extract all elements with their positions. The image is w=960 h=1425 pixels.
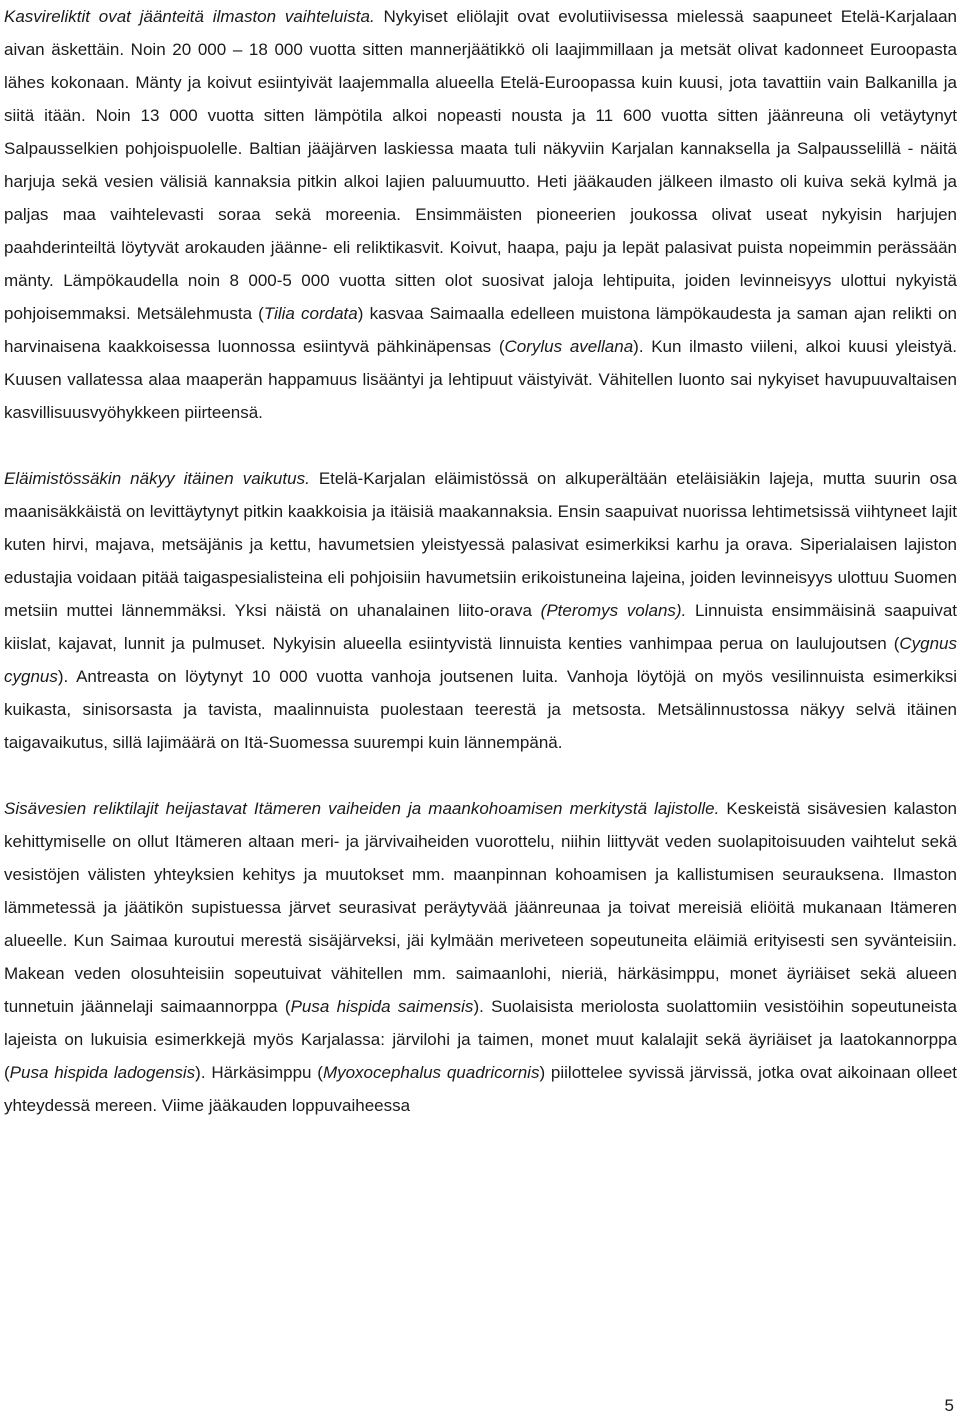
paragraph-fauna [4,462,957,759]
latin-name: Cygnus cygnus [4,634,957,686]
body-text: ). Suolaisista meriolosta suolattomiin vesistöihin sopeutuneista lajeista on lukuisia esimerkkejä myös Karjalassa: järvilohi ja taimen, monet muut kalalajit sekä äyriäiset ja laatokannorppa ( [4,997,957,1082]
document-page [4,0,957,1122]
body-text: Keskeistä sisävesien kalaston kehittymiselle on ollut Itämeren altaan meri- ja järvivaiheiden vuorottelu, niihin liittyvät veden suolapitoisuuden vaihtelut sekä vesistöjen välisten yhteyksien kehitys ja muutokset mm. maanpinnan kohoamisen ja kallistumisen seurauksena. Ilmaston lämmetessä ja jäätikön supistuessa järvet seurasivat peräytyvää jäänreunaa ja toivat mereisiä eliöitä mukanaan Itämeren alueelle. Kun Saimaa kuroutui merestä sisäjärveksi, jäi kylmään meriveteen sopeutuneita eläimiä erityisesti sen syvänteisiin. Makean veden olosuhteisiin sopeutuivat vähitellen mm. saimaanlohi, nieriä, härkäsimppu, monet äyriäiset sekä alueen tunnetuin jäännelaji saimaannorppa ( [4,799,958,1016]
paragraph-lead: Kasvireliktit ovat jäänteitä ilmaston vaihteluista. [4,7,375,26]
body-text: ). Kun ilmasto viileni, alkoi kuusi yleistyä. Kuusen vallatessa alaa maaperän happamuus lisääntyi ja lehtipuut väistyivät. Vähitellen luonto sai nykyiset havupuuvaltaisen kasvillisuusvyöhykkeen piirteensä. [4,337,957,422]
page-number: 5 [944,1396,954,1415]
latin-name: Corylus avellana [504,337,634,356]
latin-name: Myoxocephalus quadricornis [322,1063,540,1082]
body-text: ) kasvaa Saimaalla edelleen muistona lämpökaudesta ja saman ajan relikti on harvinaisena kaakkoisessa luonnossa esiintyvä pähkinäpensas ( [4,304,958,356]
latin-name: Tilia cordata [263,304,358,323]
body-text: ) piilottelee syvissä järvissä, jotka ovat aikoinaan olleet yhteydessä mereen. Viime jääkauden loppuvaiheessa [4,1063,958,1115]
body-text: Etelä-Karjalan eläimistössä on alkuperältään eteläisiäkin lajeja, mutta suurin osa maanisäkkäistä on levittäytynyt pitkin kaakkoisia ja itäisiä maakannaksia. Ensin saapuivat nuorissa lehtimetsissä viihtyneet lajit kuten hirvi, majava, metsäjänis ja kettu, havumetsien yleistyessä palasivat esimerkiksi karhu ja orava. Siperialaisen lajiston edustajia voidaan pitää taigaspesialisteina eli pohjoisiin havumetsiin erikoistuneina lajeina, joiden levinneisyys ulottuu Suomen metsiin muttei lännemmäksi. Yksi näistä on uhanalainen liito-orava [4,469,957,620]
paragraph-lead: Eläimistössäkin näkyy itäinen vaikutus. [4,469,310,488]
body-text: Nykyiset eliölajit ovat evolutiivisessa mielessä saapuneet Etelä-Karjalaan aivan äskettäin. Noin 20 000 – 18 000 vuotta sitten mannerjäätikkö oli laajimmillaan ja metsät olivat kadonneet Euroopasta lähes kokonaan. Mänty ja koivut esiintyivät laajemmalla alueella Etelä-Euroopassa kuin kuusi, jota tavattiin vain Balkanilla ja siitä itään. Noin 13 000 vuotta sitten lämpötila alkoi nopeasti nousta ja 11 600 vuotta sitten jäänreuna oli vetäytynyt Salpausselkien pohjoispuolelle. Baltian jääjärven laskiessa maata tuli näkyviin Karjalan kannaksella ja Salpausselillä - näitä harjuja sekä vesien välisiä kannaksia pitkin alkoi lajien paluumuutto. Heti jääkauden jälkeen ilmasto oli kuiva sekä kylmä ja paljas maa vaihtelevasti soraa sekä moreenia. Ensimmäisten pioneerien joukossa olivat useat nykyisin harjujen paahderinteiltä löytyvät arokauden jäänne- eli reliktikasvit. Koivut, haapa, paju ja lepät palasivat puista nopeimmin perässään mänty. Lämpökaudella noin 8 000-5 000 vuotta sitten olot suosivat jaloja lehtipuita, joiden levinneisyys ulottui nykyistä pohjoisemmaksi. Metsälehmusta ( [4,7,957,323]
paragraph-inland-water-relicts [4,792,957,1122]
body-text: ). Antreasta on löytynyt 10 000 vuotta vanhoja joutsenen luita. Vanhoja löytöjä on myös vesilinnuista esimerkiksi kuikasta, sinisorsasta ja tavista, maalinnuista puolestaan teerestä ja metsosta. Metsälinnustossa näkyy selvä itäinen taigavaikutus, sillä lajimäärä on Itä-Suomessa suurempi kuin lännempänä. [4,667,957,752]
latin-name: Pusa hispida ladogensis [9,1063,196,1082]
latin-name: (Pteromys volans). [540,601,687,620]
paragraph-lead: Sisävesien reliktilajit heijastavat Itämeren vaiheiden ja maankohoamisen merkitystä lajistolle. [4,799,720,818]
body-text: ). Härkäsimppu ( [195,1063,323,1082]
latin-name: Pusa hispida saimensis [290,997,474,1016]
body-text: Linnuista ensimmäisinä saapuivat kiislat, kajavat, lunnit ja pulmuset. Nykyisin alueella esiintyvistä linnuista kenties vanhimpaa perua on laulujoutsen ( [4,601,958,653]
paragraph-plant-relicts [4,0,957,429]
